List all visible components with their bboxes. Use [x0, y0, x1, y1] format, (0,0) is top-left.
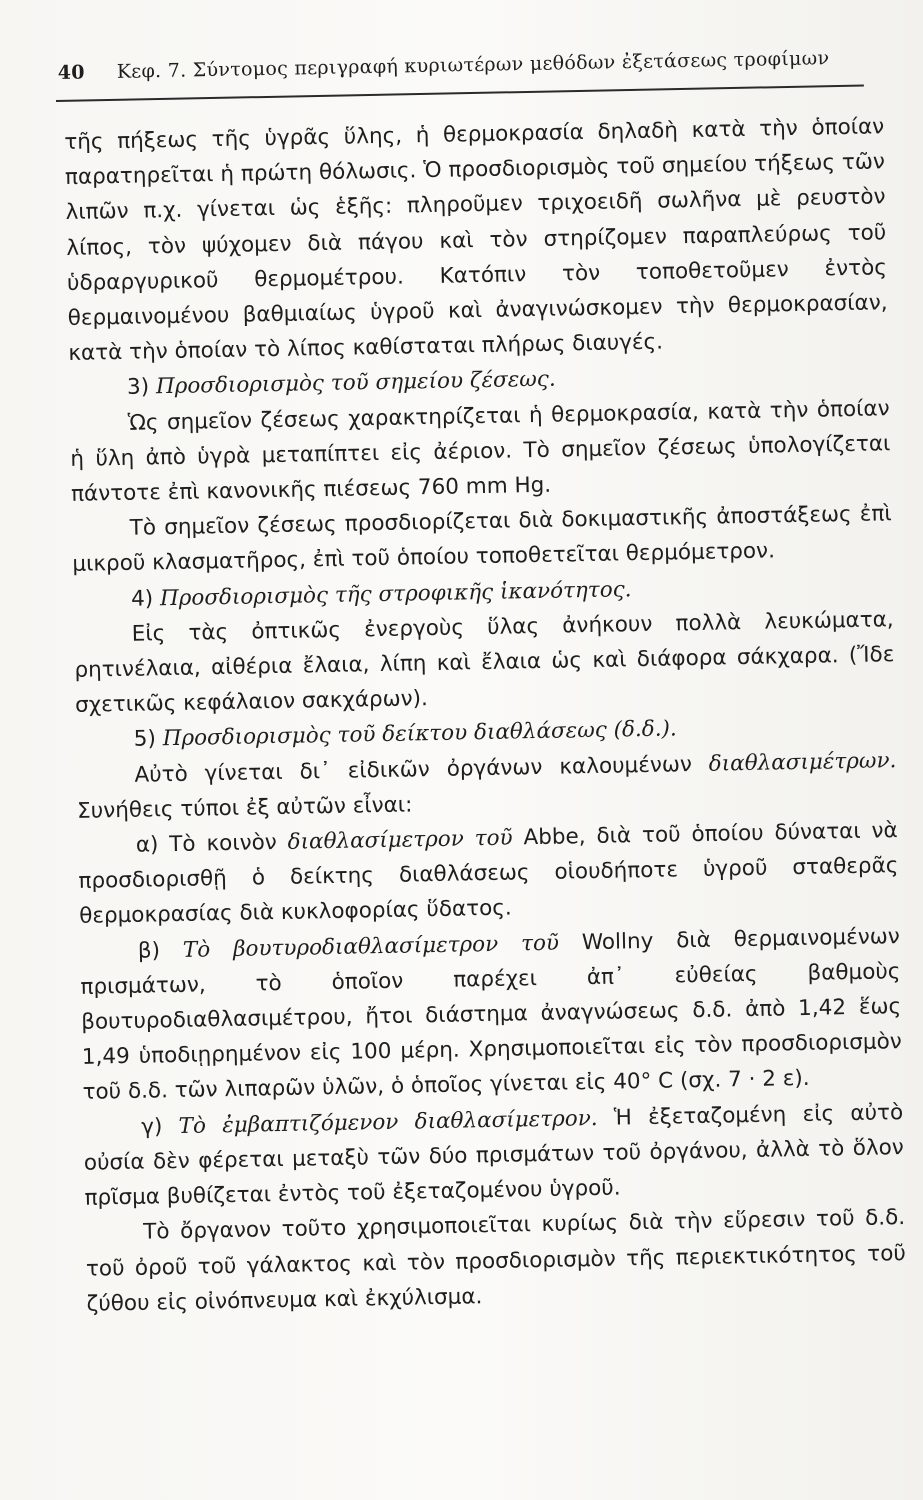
body-text: [64, 109, 907, 1321]
paragraph: Ὡς σημεῖον ζέσεως χαρακτηρίζεται ἡ θερμοκρασία, κατὰ τὴν ὁποίαν ἡ ὕλη ἀπὸ ὑγρὰ μεταπίπτει εἰς ἀέριον. Τὸ σημεῖον ζέσεως ὑπολογίζεται πάντοτε ἐπὶ κανονικῆς πιέσεως 760 mm Hg.: [70, 395, 891, 507]
header-rule: [56, 84, 864, 102]
paragraph: Τὸ σημεῖον ζέσεως προσδιορίζεται διὰ δοκιμαστικῆς ἀποστάξεως ἐπὶ μικροῦ κλασματῆρος, ἐπὶ τοῦ ὁποίου τοποθετεῖται θερμόμετρον.: [72, 501, 892, 578]
running-header: [58, 47, 863, 84]
item-text: Abbe, διὰ τοῦ ὁποίου δύναται νὰ προσδιορισθῇ ὁ δείκτης διαθλάσεως οἱουδήποτε ὑγροῦ σταθερᾶς θερμοκρασίας διὰ κυκλοφορίας ὕδατος.: [78, 818, 899, 930]
term: Τὸ ἐμβαπτιζόμενον διαθλασίμετρον.: [178, 1105, 598, 1139]
item-label: α) Τὸ κοινὸν: [135, 830, 278, 858]
paragraph: τῆς πήξεως τῆς ὑγρᾶς ὕλης, ἡ θερμοκρασία δηλαδὴ κατὰ τὴν ὁποίαν παρατηρεῖται ἡ πρώτη θόλωσις. Ὁ προσδιορισμὸς τοῦ σημείου τήξεως τῶν λιπῶν π.χ. γίνεται ὡς ἑξῆς: πληροῦμεν τριχοειδῆ σωλῆνα μὲ ρευστὸν λίπος, τὸν ψύχομεν διὰ πάγου καὶ τὸν στηρίζομεν παραπλεύρως τοῦ ὑδραργυρικοῦ θερμομέτρου. Κατόπιν τὸν τοποθετοῦμεν ἐντὸς θερμαινομένου βαθμιαίως ὑγροῦ καὶ ἀναγινώσκομεν τὴν θερμοκρασίαν, κατὰ τὴν ὁποίαν τὸ λίπος καθίσταται πλήρως διαυγές.: [64, 114, 888, 367]
paragraph: Τὸ ὄργανον τοῦτο χρησιμοποιεῖται κυρίως διὰ τὴν εὕρεσιν τοῦ δ.δ. τοῦ ὀροῦ τοῦ γάλακτος καὶ τὸν προσδιορισμὸν τῆς περιεκτικότητος τοῦ ζύθου εἰς οἰνόπνευμα καὶ ἐκχύλισμα.: [85, 1205, 907, 1317]
term: διαθλασίμετρον τοῦ: [287, 825, 513, 855]
page-number: 40: [57, 61, 86, 84]
section-number: 4): [130, 586, 154, 612]
item-text: Wollny διὰ θερμαινομένων πρισμάτων, τὸ ὁποῖον παρέχει ἀπ᾽ εὐθείας βαθμοὺς βουτυροδιαθλασιμέτρου, ἤτοι διάστημα ἀναγνώσεως δ.δ. ἀπὸ 1,42 ἕως 1,49 ὑποδιῃρημένον εἰς 100 μέρη. Χρησιμοποιεῖται εἰς τὸν προσδιορισμὸν τοῦ δ.δ. τῶν λιπαρῶν ὑλῶν, ὁ ὁποῖος γίνεται εἰς 40° C (σχ. 7 · 2 ε).: [80, 923, 902, 1106]
section-title: Προσδιορισμὸς τοῦ δείκτου διαθλάσεως (δ.δ.).: [162, 716, 678, 752]
item-text: Ἡ ἐξεταζομένη εἰς αὐτὸ οὐσία δὲν φέρεται μεταξὺ τῶν δύο πρισμάτων τοῦ ὀργάνου, ἀλλὰ τὸ ὅλον πρῖσμα βυθίζεται ἐντὸς τοῦ ἐξεταζομένου ὑγροῦ.: [83, 1099, 905, 1211]
term: διαθλασιμέτρων.: [708, 747, 897, 777]
list-item: [80, 919, 903, 1111]
paragraph-text: Συνήθεις τύποι ἐξ αὐτῶν εἶναι:: [76, 792, 413, 824]
item-label: β): [137, 937, 161, 964]
list-item: [83, 1095, 905, 1216]
section-number: 3): [126, 374, 150, 401]
section-title: Προσδιορισμὸς τῆς στροφικῆς ἱκανότητος.: [159, 576, 632, 611]
chapter-title: Κεφ. 7. Σύντομος περιγραφή κυριωτέρων μεθόδων ἐξετάσεως τροφίμων: [116, 47, 830, 83]
term: Τὸ βουτυροδιαθλασίμετρον τοῦ: [182, 930, 560, 963]
paragraph-text: Αὐτὸ γίνεται δι᾽ εἰδικῶν ὀργάνων καλουμένων: [134, 751, 693, 788]
section-title: Προσδιορισμὸς τοῦ σημείου ζέσεως.: [155, 367, 556, 400]
section-number: 5): [133, 726, 157, 753]
paragraph: Εἰς τὰς ὀπτικῶς ἐνεργοὺς ὕλας ἀνήκουν πολλὰ λευκώματα, ρητινέλαια, αἰθέρια ἔλαια, λίπη καὶ ἔλαια ὡς καὶ διάφορα σάκχαρα. (Ἴδε σχετικῶς κεφάλαιον σακχάρων).: [74, 607, 895, 719]
item-label: γ): [141, 1113, 163, 1140]
list-item: [78, 813, 900, 934]
